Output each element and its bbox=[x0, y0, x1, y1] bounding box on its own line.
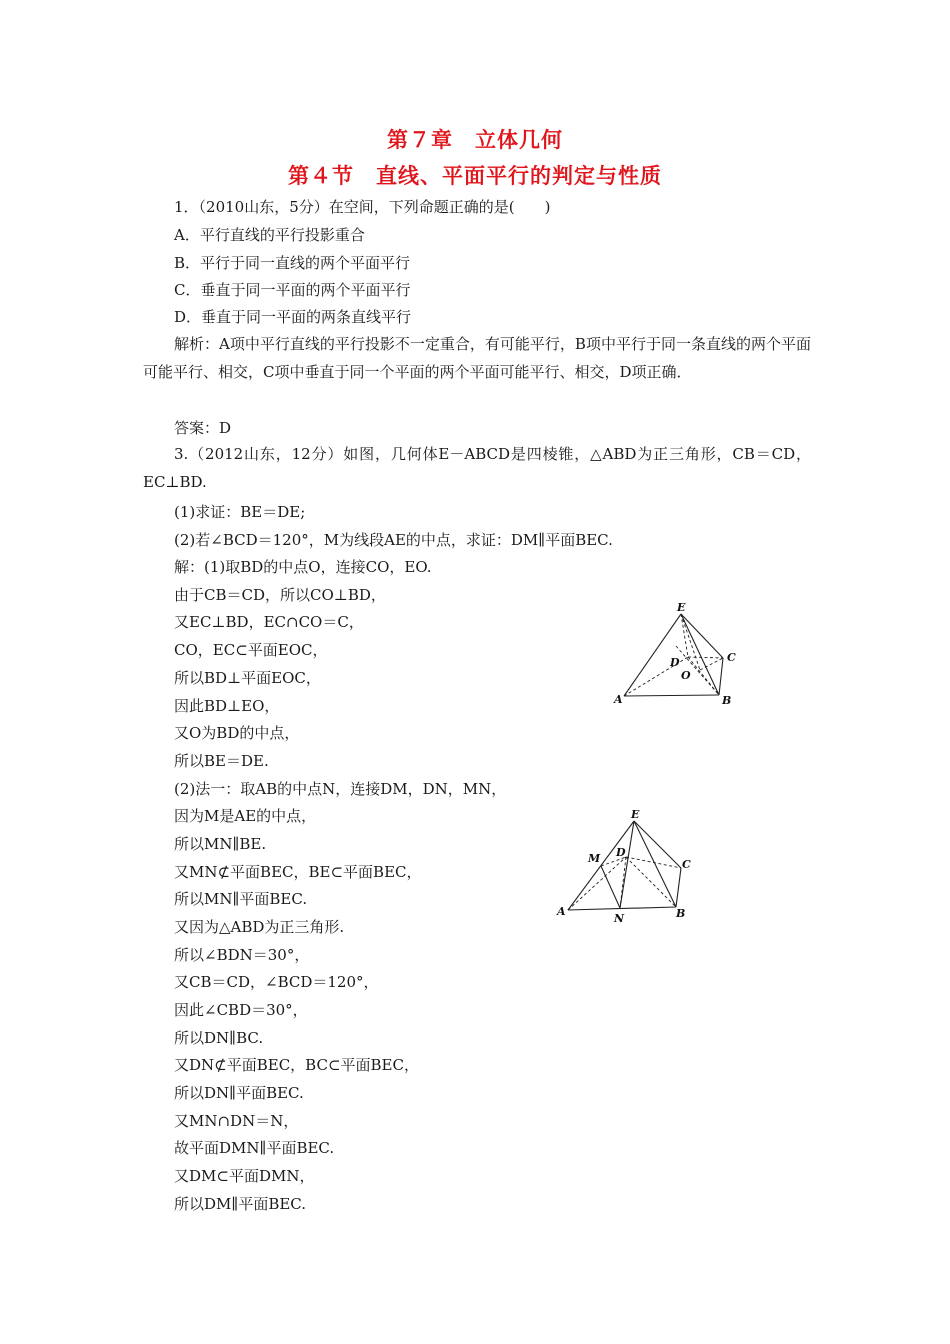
vertex-label: B bbox=[676, 907, 686, 920]
question-3-part-2: (2)若∠BCD＝120°，M为线段AE的中点，求证：DM∥平面BEC. bbox=[174, 531, 613, 549]
pyramid-figure-2 bbox=[548, 805, 708, 930]
solution-line: 又CB＝CD，∠BCD＝120°， bbox=[174, 973, 379, 991]
pyramid-figure-1 bbox=[600, 598, 760, 713]
solution-line: (2)法一：取AB的中点N，连接DM，DN，MN， bbox=[174, 780, 507, 798]
vertex-label: C bbox=[682, 858, 691, 871]
solution-line: 又MN∩DN＝N， bbox=[174, 1112, 299, 1130]
vertex-label: A bbox=[557, 905, 566, 918]
vertex-label: E bbox=[631, 808, 640, 821]
solution-line: 又因为△ABD为正三角形. bbox=[174, 918, 345, 936]
solution-line: 又MN⊄平面BEC，BE⊂平面BEC， bbox=[174, 863, 422, 881]
solution-line: 所以∠BDN＝30°， bbox=[174, 946, 310, 964]
question-1-analysis: 解析：A项中平行直线的平行投影不一定重合，有可能平行，B项中平行于同一条直线的两个平面可能平行、相交，C项中垂直于同一个平面的两个平面可能平行、相交，D项正确． bbox=[143, 335, 811, 381]
vertex-label: B bbox=[722, 694, 732, 707]
option-b: B．平行于同一直线的两个平面平行 bbox=[174, 254, 411, 272]
vertex-label: A bbox=[614, 693, 623, 706]
solution-line: 又O为BD的中点， bbox=[174, 724, 300, 742]
option-d: D．垂直于同一平面的两条直线平行 bbox=[174, 308, 412, 326]
solution-line: 由于CB＝CD，所以CO⊥BD， bbox=[174, 586, 386, 604]
question-3-part-1: (1)求证：BE＝DE; bbox=[174, 503, 306, 521]
solution-line: 所以DM∥平面BEC. bbox=[174, 1195, 306, 1213]
question-1-answer: 答案：D bbox=[174, 419, 232, 437]
chapter-title: 第７章 立体几何 bbox=[387, 127, 563, 152]
solution-line: 又DN⊄平面BEC，BC⊂平面BEC， bbox=[174, 1056, 419, 1074]
vertex-label: D bbox=[616, 846, 626, 859]
question-3-stem: 3.（2012山东，12分）如图，几何体E－ABCD是四棱锥，△ABD为正三角形，CB＝CD，EC⊥BD. bbox=[143, 445, 811, 491]
vertex-label: O bbox=[681, 669, 691, 682]
solution-line: 故平面DMN∥平面BEC. bbox=[174, 1139, 335, 1157]
solution-line: 又DM⊂平面DMN， bbox=[174, 1167, 315, 1185]
option-c: C．垂直于同一平面的两个平面平行 bbox=[174, 281, 411, 299]
solution-line: 因为M是AE的中点， bbox=[174, 807, 317, 825]
solution-line: CO，EC⊂平面EOC， bbox=[174, 641, 328, 659]
solution-line: 因此∠CBD＝30°， bbox=[174, 1001, 308, 1019]
solution-line: 所以MN∥平面BEC. bbox=[174, 890, 308, 908]
solution-line: 所以BE＝DE. bbox=[174, 752, 269, 770]
solution-line: 又EC⊥BD，EC∩CO＝C， bbox=[174, 613, 364, 631]
vertex-label: E bbox=[677, 601, 686, 614]
section-title: 第４节 直线、平面平行的判定与性质 bbox=[288, 163, 662, 188]
option-a: A．平行直线的平行投影重合 bbox=[174, 226, 365, 244]
solution-line: 解：(1)取BD的中点O，连接CO，EO. bbox=[174, 558, 432, 576]
solution-line: 所以MN∥BE. bbox=[174, 835, 267, 853]
question-1-stem: 1．（2010山东，5分）在空间，下列命题正确的是( ) bbox=[174, 198, 551, 216]
solution-line: 所以DN∥BC. bbox=[174, 1029, 264, 1047]
solution-line: 因此BD⊥EO， bbox=[174, 697, 280, 715]
vertex-label: D bbox=[670, 656, 680, 669]
vertex-label: N bbox=[614, 912, 625, 925]
solution-line: 所以DN∥平面BEC. bbox=[174, 1084, 304, 1102]
vertex-label: C bbox=[727, 651, 736, 664]
solution-line: 所以BD⊥平面EOC， bbox=[174, 669, 321, 687]
vertex-label: M bbox=[588, 852, 601, 865]
